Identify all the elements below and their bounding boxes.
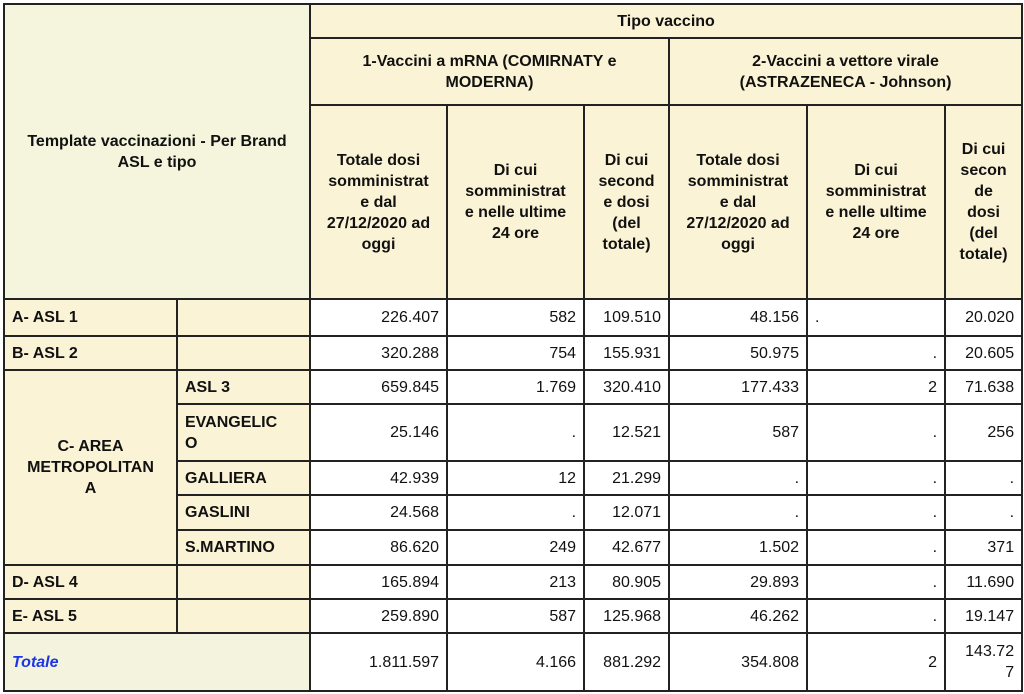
value-cell: 11.690 — [945, 565, 1022, 599]
sub-area-label: GASLINI — [177, 495, 310, 530]
value-cell: 42.677 — [584, 530, 669, 565]
total-label: Totale — [4, 633, 310, 691]
value-cell: 71.638 — [945, 370, 1022, 404]
vaccination-table — [3, 3, 1023, 692]
value-cell: . — [447, 404, 584, 461]
value-cell: 249 — [447, 530, 584, 565]
total-value-cell: 881.292 — [584, 633, 669, 691]
value-cell: . — [669, 495, 807, 530]
area-label: C- AREA METROPOLITAN A — [4, 370, 177, 565]
value-cell: 86.620 — [310, 530, 447, 565]
value-cell: 155.931 — [584, 336, 669, 370]
header-group-mrna: 1-Vaccini a mRNA (COMIRNATY e MODERNA) — [310, 38, 669, 105]
subheader-viral-total-doses: Totale dosi somministrat e dal 27/12/2020 ad oggi — [669, 105, 807, 299]
value-cell: . — [807, 565, 945, 599]
value-cell: 19.147 — [945, 599, 1022, 633]
area-label: D- ASL 4 — [4, 565, 177, 599]
total-value-cell: 143.72 7 — [945, 633, 1022, 691]
value-cell: . — [807, 495, 945, 530]
value-cell: 2 — [807, 370, 945, 404]
header-group-viral-vector: 2-Vaccini a vettore virale (ASTRAZENECA - Johnson) — [669, 38, 1022, 105]
value-cell: 29.893 — [669, 565, 807, 599]
value-cell: 50.975 — [669, 336, 807, 370]
value-cell: 587 — [447, 599, 584, 633]
sub-area-label — [177, 336, 310, 370]
value-cell: . — [807, 530, 945, 565]
subheader-mrna-last-24h: Di cui somministrat e nelle ultime 24 ore — [447, 105, 584, 299]
header-vaccine-type: Tipo vaccino — [310, 4, 1022, 38]
table-row — [4, 599, 1022, 633]
subheader-viral-second-doses: Di cui secon de dosi (del totale) — [945, 105, 1022, 299]
total-row — [4, 633, 1022, 691]
value-cell: 12.521 — [584, 404, 669, 461]
table-row — [4, 370, 1022, 404]
sub-area-label — [177, 599, 310, 633]
value-cell: 587 — [669, 404, 807, 461]
value-cell: . — [447, 495, 584, 530]
sub-area-label — [177, 299, 310, 336]
value-cell: 48.156 — [669, 299, 807, 336]
sub-area-label: GALLIERA — [177, 461, 310, 495]
table-row — [4, 565, 1022, 599]
value-cell: 12.071 — [584, 495, 669, 530]
area-label: A- ASL 1 — [4, 299, 177, 336]
value-cell: 226.407 — [310, 299, 447, 336]
value-cell: . — [807, 599, 945, 633]
value-cell: 20.605 — [945, 336, 1022, 370]
sub-area-label: ASL 3 — [177, 370, 310, 404]
value-cell: 1.502 — [669, 530, 807, 565]
value-cell: 371 — [945, 530, 1022, 565]
value-cell: 80.905 — [584, 565, 669, 599]
value-cell: 259.890 — [310, 599, 447, 633]
sub-area-label — [177, 565, 310, 599]
value-cell: . — [945, 495, 1022, 530]
total-value-cell: 1.811.597 — [310, 633, 447, 691]
total-value-cell: 4.166 — [447, 633, 584, 691]
area-label: E- ASL 5 — [4, 599, 177, 633]
value-cell: 320.410 — [584, 370, 669, 404]
value-cell: . — [807, 299, 945, 336]
value-cell: . — [807, 461, 945, 495]
value-cell: 256 — [945, 404, 1022, 461]
subheader-viral-last-24h: Di cui somministrat e nelle ultime 24 ore — [807, 105, 945, 299]
area-label: B- ASL 2 — [4, 336, 177, 370]
table-row — [4, 336, 1022, 370]
sub-area-label: S.MARTINO — [177, 530, 310, 565]
value-cell: 165.894 — [310, 565, 447, 599]
table-row — [4, 299, 1022, 336]
value-cell: 109.510 — [584, 299, 669, 336]
value-cell: 659.845 — [310, 370, 447, 404]
value-cell: 177.433 — [669, 370, 807, 404]
value-cell: . — [807, 404, 945, 461]
subheader-mrna-total-doses: Totale dosi somministrat e dal 27/12/2020 ad oggi — [310, 105, 447, 299]
value-cell: 320.288 — [310, 336, 447, 370]
value-cell: 582 — [447, 299, 584, 336]
value-cell: 25.146 — [310, 404, 447, 461]
value-cell: 42.939 — [310, 461, 447, 495]
total-value-cell: 2 — [807, 633, 945, 691]
value-cell: 20.020 — [945, 299, 1022, 336]
value-cell: 1.769 — [447, 370, 584, 404]
value-cell: 21.299 — [584, 461, 669, 495]
value-cell: . — [669, 461, 807, 495]
sub-area-label: EVANGELIC O — [177, 404, 310, 461]
value-cell: 46.262 — [669, 599, 807, 633]
value-cell: 24.568 — [310, 495, 447, 530]
total-value-cell: 354.808 — [669, 633, 807, 691]
value-cell: 754 — [447, 336, 584, 370]
value-cell: . — [807, 336, 945, 370]
value-cell: 213 — [447, 565, 584, 599]
subheader-mrna-second-doses: Di cui second e dosi (del totale) — [584, 105, 669, 299]
table-title: Template vaccinazioni - Per Brand ASL e tipo — [4, 4, 310, 299]
value-cell: 12 — [447, 461, 584, 495]
value-cell: 125.968 — [584, 599, 669, 633]
value-cell: . — [945, 461, 1022, 495]
